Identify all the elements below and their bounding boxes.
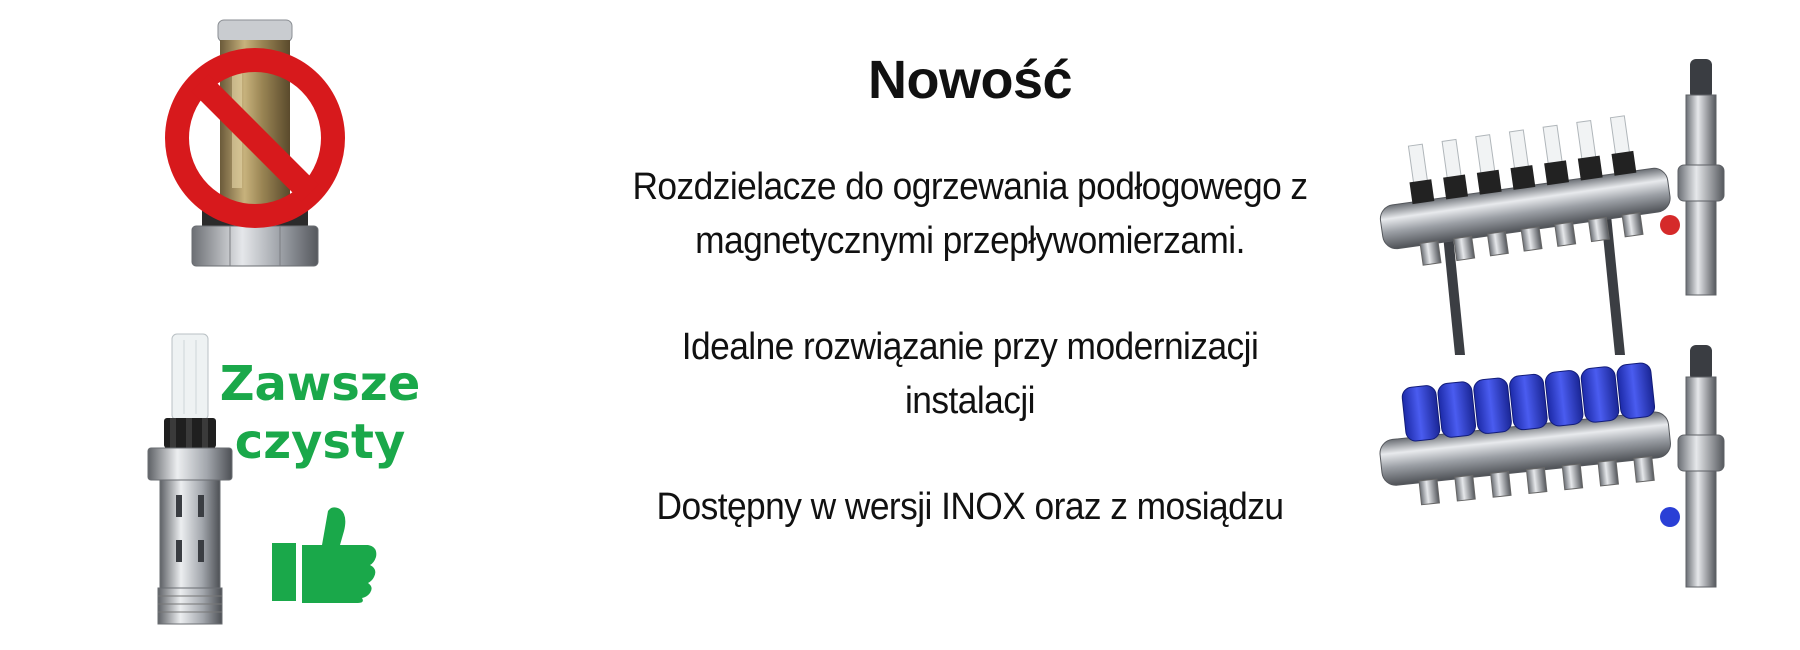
content-column [540, 40, 1400, 586]
manifold-image [1370, 55, 1765, 595]
paragraph-availability-line-1: Dostępny w wersji INOX oraz z mosiądzu [656, 486, 1284, 528]
paragraph-manifolds-line-2: magnetycznymi przepływomierzami. [695, 220, 1245, 262]
paragraph-availability [570, 480, 1370, 534]
prohibited-old-flowmeter-image [140, 18, 370, 278]
paragraph-modernization [570, 320, 1370, 428]
paragraph-manifolds [570, 160, 1370, 268]
paragraph-modernization-line-2: instalacji [905, 380, 1035, 422]
always-clean-line-2: czysty [234, 414, 406, 470]
always-clean-label [205, 355, 435, 471]
paragraph-manifolds-line-1: Rozdzielacze do ogrzewania podłogowego z [632, 166, 1308, 208]
thumbs-up-icon [270, 505, 380, 605]
page-title: Nowość [867, 50, 1073, 110]
always-clean-line-1: Zawsze [219, 356, 421, 412]
paragraph-modernization-line-1: Idealne rozwiązanie przy modernizacji [681, 326, 1259, 368]
